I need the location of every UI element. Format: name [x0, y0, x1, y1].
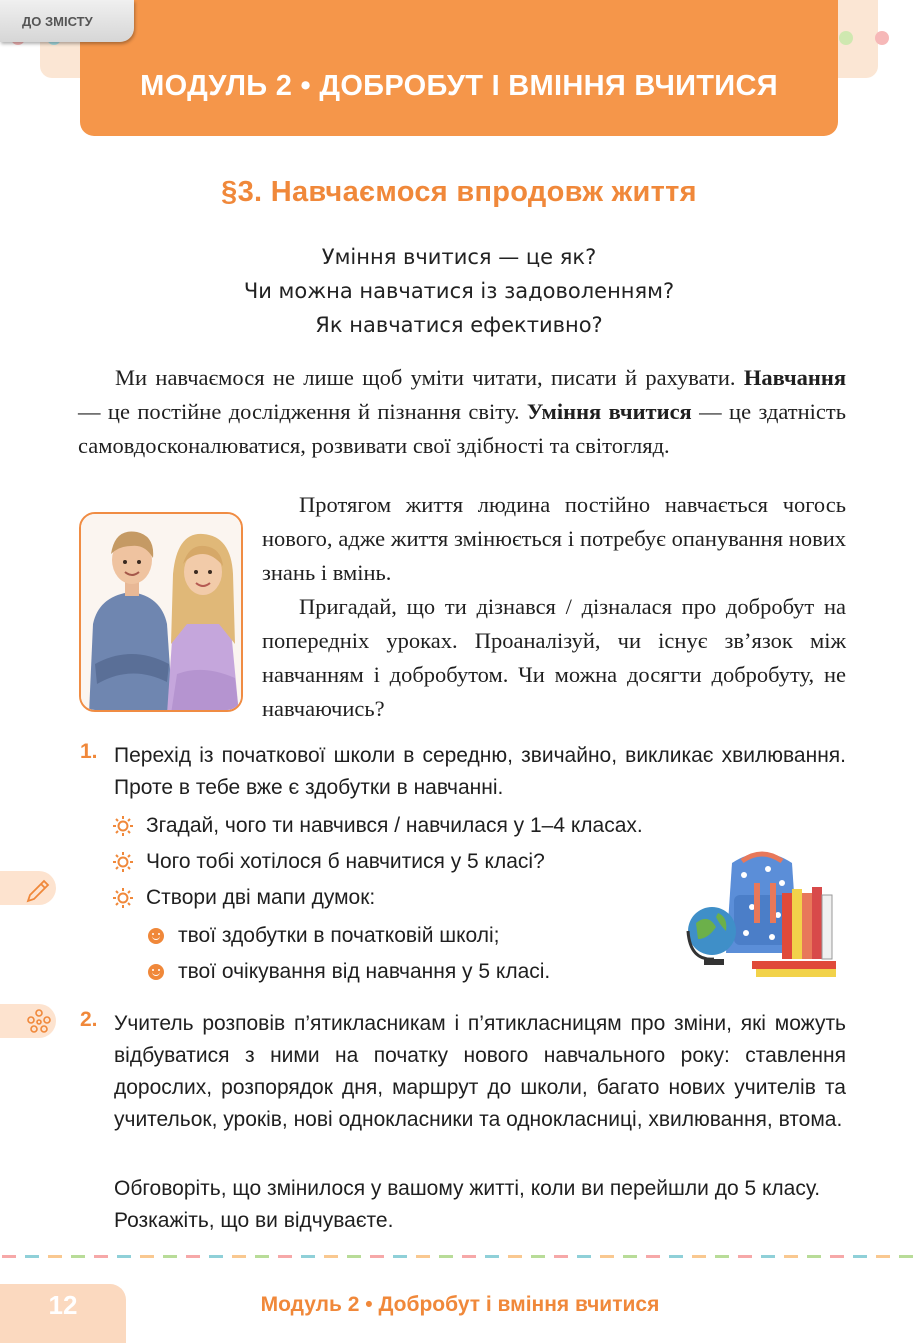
divider-dash [324, 1255, 338, 1258]
divider-dash [393, 1255, 407, 1258]
sun-icon [112, 887, 134, 909]
intro-paragraph [78, 361, 846, 463]
divider-dash [738, 1255, 752, 1258]
question-2: Чи можна навчатися із задоволенням? [243, 279, 675, 303]
divider-dash [876, 1255, 890, 1258]
paragraph-lifelong-learning: Протягом життя людина постійно навчається чогось нового, адже життя змінюється і потребує опанування нових знань і вмінь. [262, 492, 846, 585]
divider-dash [301, 1255, 315, 1258]
section-title: §3. Навчаємося впродовж життя [221, 176, 697, 208]
divider-dash [646, 1255, 660, 1258]
side-tab-writing [0, 871, 56, 905]
divider-dash [784, 1255, 798, 1258]
divider-dash [462, 1255, 476, 1258]
module-title: МОДУЛЬ 2 • ДОБРОБУТ І ВМІННЯ ВЧИТИСЯ [140, 70, 778, 102]
divider-dash [508, 1255, 522, 1258]
divider-dash [761, 1255, 775, 1258]
divider-dash [853, 1255, 867, 1258]
sub-bullet-item-2 [148, 960, 550, 984]
divider-dash [94, 1255, 108, 1258]
divider-dash [186, 1255, 200, 1258]
bullet-item-1 [112, 814, 643, 838]
divider-dash [209, 1255, 223, 1258]
sub-bullet-text-1: твої здобутки в початковій школі; [178, 924, 500, 947]
divider-dash [485, 1255, 499, 1258]
question-1: Уміння вчитися — це як? [321, 245, 597, 269]
divider-dash [554, 1255, 568, 1258]
intro-text-3: — це здатність самовдосконалюватися, розвивати свої здібності та світогляд. [78, 399, 846, 458]
task-2-discussion: Обговоріть, що змінилося у вашому житті, коли ви перейшли до 5 класу. Розкажіть, що ви відчуваєте. [114, 1177, 821, 1232]
divider-dash [830, 1255, 844, 1258]
module-header [80, 0, 838, 136]
divider-dash [117, 1255, 131, 1258]
decorative-dot [839, 31, 853, 45]
divider-dash [71, 1255, 85, 1258]
smile-icon [148, 928, 164, 944]
divider-dash [807, 1255, 821, 1258]
task-2-number: 2. [80, 1008, 98, 1031]
task-1-number: 1. [80, 740, 98, 763]
pencil-icon [0, 871, 56, 905]
divider-dash [623, 1255, 637, 1258]
term-learning-skill: Уміння вчитися [526, 399, 692, 424]
group-icon [0, 1004, 56, 1038]
bullet-text-1: Згадай, чого ти навчився / навчилася у 1–4 класах. [146, 814, 643, 837]
smile-icon [148, 964, 164, 980]
divider-dash [140, 1255, 154, 1258]
divider-dash [692, 1255, 706, 1258]
bullet-item-2 [112, 850, 545, 874]
students-photo [79, 512, 243, 712]
lead-questions [0, 240, 918, 342]
divider-dash [899, 1255, 913, 1258]
divider-dash [232, 1255, 246, 1258]
sub-bullet-text-2: твої очікування від навчання у 5 класі. [178, 960, 551, 983]
divider-dash [577, 1255, 591, 1258]
decorative-dot [875, 31, 889, 45]
paragraph-reflection: Пригадай, що ти дізнався / дізналася про добробут на попередніх уроках. Проаналізуй, чи існує зв’язок між навчанням і добробутом. Чи можна досягти добробуту, не навчаючись? [262, 594, 846, 721]
sun-icon [112, 815, 134, 837]
divider-dash [416, 1255, 430, 1258]
divider-dash [715, 1255, 729, 1258]
divider-dash [370, 1255, 384, 1258]
divider-dash [278, 1255, 292, 1258]
term-learning: Навчання [743, 365, 846, 390]
divider-dash [669, 1255, 683, 1258]
wrapped-text-block [262, 488, 846, 726]
sun-icon [112, 851, 134, 873]
sub-bullet-item-1 [148, 924, 500, 948]
divider-dash [255, 1255, 269, 1258]
bullet-text-3: Створи дві мапи думок: [146, 886, 376, 909]
divider-dash [25, 1255, 39, 1258]
side-tab-group-work [0, 1004, 56, 1038]
divider-dash [600, 1255, 614, 1258]
divider-dash [2, 1255, 16, 1258]
bullet-text-2: Чого тобі хотілося б навчитися у 5 класі? [146, 850, 545, 873]
footer-title: Модуль 2 • Добробут і вміння вчитися [260, 1293, 660, 1316]
divider-dash [48, 1255, 62, 1258]
task-1-text: Перехід із початкової школи в середню, звичайно, викликає хвилювання. Проте в тебе вже є здобутки в навчанні. [114, 744, 846, 799]
divider-dash [531, 1255, 545, 1258]
divider-dash [439, 1255, 453, 1258]
footer-divider [0, 1255, 918, 1259]
divider-dash [163, 1255, 177, 1258]
intro-text-1: Ми навчаємося не лише щоб уміти читати, писати й рахувати. [115, 365, 744, 390]
task-2-text: Учитель розповів п’ятикласникам і п’ятикласницям про зміни, які можуть відбуватися з ними на початку нового навчального року: ставлення дорослих, розпорядок дня, маршрут до школи, багато нових учителів та учительок, уроків, нові однокласники та однокласниці, хвилювання, втома. [114, 1012, 846, 1131]
intro-text-2: — це постійне дослідження й пізнання світу. [78, 399, 527, 424]
toc-button[interactable]: ДО ЗМІСТУ [0, 0, 134, 42]
page-number: 12 [48, 1290, 78, 1320]
divider-dash [347, 1255, 361, 1258]
question-3: Як навчатися ефективно? [315, 313, 603, 337]
bullet-item-3 [112, 886, 375, 910]
students-illustration [81, 514, 243, 712]
school-supplies-illustration [682, 843, 842, 983]
